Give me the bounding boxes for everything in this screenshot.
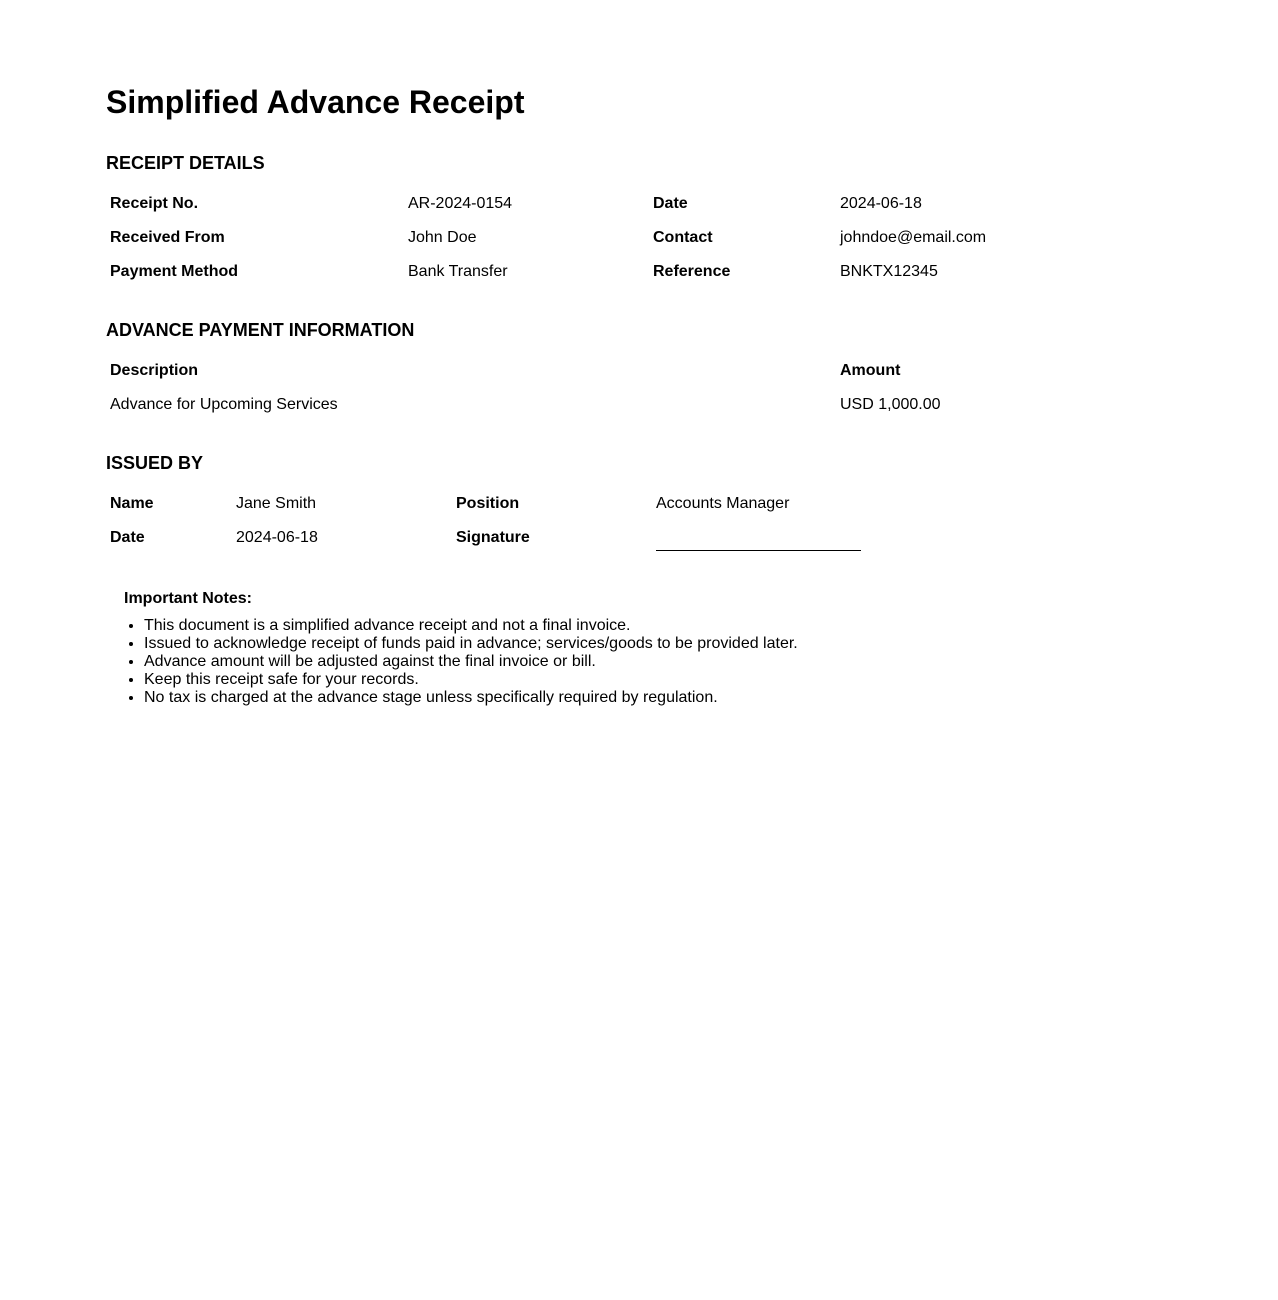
receipt-no-label: Receipt No. bbox=[110, 195, 199, 212]
receipt-no-value: AR-2024-0154 bbox=[408, 195, 513, 212]
table-row bbox=[106, 388, 945, 422]
issue-date-value: 2024-06-18 bbox=[236, 529, 318, 546]
list-item: • Advance amount will be adjusted against the final invoice or bill. bbox=[144, 653, 798, 671]
signature-label: Signature bbox=[456, 529, 530, 546]
table-header-row bbox=[106, 354, 945, 388]
item-description: Advance for Upcoming Services bbox=[110, 396, 338, 413]
receipt-details-heading: RECEIPT DETAILS bbox=[106, 153, 265, 173]
item-amount: USD 1,000.00 bbox=[840, 396, 941, 413]
advance-payment-section bbox=[106, 319, 945, 422]
notes-list bbox=[124, 617, 798, 707]
issuer-position-label: Position bbox=[456, 495, 520, 512]
advance-payment-table bbox=[106, 354, 945, 422]
receipt-details-section bbox=[106, 152, 990, 289]
notes-title: Important Notes: bbox=[124, 590, 252, 607]
issuer-name-label: Name bbox=[110, 495, 154, 512]
issued-by-table bbox=[106, 487, 865, 555]
amount-header: Amount bbox=[840, 362, 901, 379]
received-from-value: John Doe bbox=[408, 229, 477, 246]
table-row bbox=[106, 521, 865, 555]
receipt-document bbox=[106, 84, 1106, 706]
list-item: • Keep this receipt safe for your records. bbox=[144, 671, 798, 689]
payment-method-label: Payment Method bbox=[110, 263, 239, 280]
table-row bbox=[106, 255, 990, 289]
issuer-name-value: Jane Smith bbox=[236, 495, 317, 512]
date-label: Date bbox=[653, 195, 688, 212]
reference-value: BNKTX12345 bbox=[840, 263, 938, 280]
signature-line[interactable] bbox=[656, 529, 861, 551]
page-title: Simplified Advance Receipt bbox=[106, 84, 525, 120]
issuer-position-value: Accounts Manager bbox=[656, 495, 790, 512]
advance-payment-heading: ADVANCE PAYMENT INFORMATION bbox=[106, 320, 415, 340]
issued-by-heading: ISSUED BY bbox=[106, 453, 204, 473]
table-row bbox=[106, 221, 990, 255]
table-row bbox=[106, 487, 865, 521]
list-item: • Issued to acknowledge receipt of funds paid in advance; services/goods to be provided later. bbox=[144, 635, 798, 653]
description-header: Description bbox=[110, 362, 199, 379]
list-item: • This document is a simplified advance receipt and not a final invoice. bbox=[144, 617, 798, 635]
date-value: 2024-06-18 bbox=[840, 195, 922, 212]
table-row bbox=[106, 187, 990, 221]
list-item: • No tax is charged at the advance stage unless specifically required by regulation. bbox=[144, 689, 798, 707]
signature-cell bbox=[652, 521, 865, 555]
issue-date-label: Date bbox=[110, 529, 145, 546]
payment-method-value: Bank Transfer bbox=[408, 263, 508, 280]
reference-label: Reference bbox=[653, 263, 731, 280]
received-from-label: Received From bbox=[110, 229, 225, 246]
contact-value: johndoe@email.com bbox=[840, 229, 987, 246]
contact-label: Contact bbox=[653, 229, 713, 246]
issued-by-section bbox=[106, 452, 865, 555]
receipt-details-table bbox=[106, 187, 990, 289]
important-notes bbox=[124, 589, 798, 707]
